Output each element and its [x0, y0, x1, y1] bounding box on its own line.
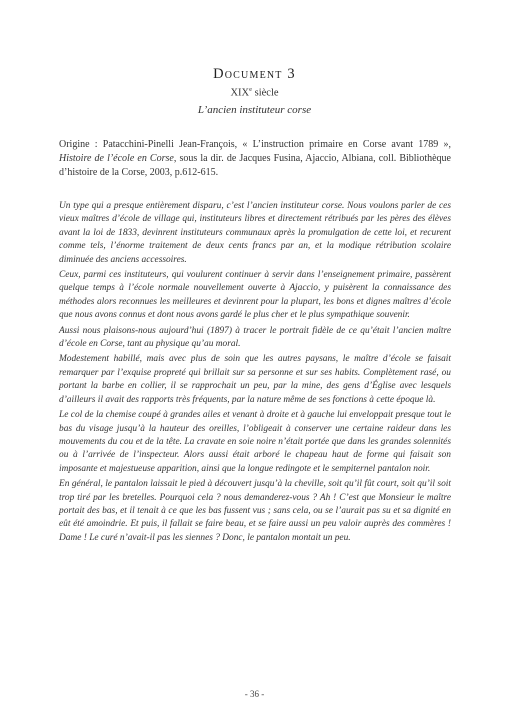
paragraph: En général, le pantalon laissait le pied à découvert jusqu’à la cheville, soit qu’il fût court, soit qu’il soit trop tiré par les bretelles. Pourquoi cela ? nous demanderez-vous ? Ah ! C’est que Monsieur le maître portait des bas, et il tenait à ce que les bas fussent vus ; sans cela, ou se l’aurait pas su et sa dignité en eût été amoindrie. Et puis, il fallait se faire beau, et se faire aussi un peu valoir auprès des commères ! Dame ! Le curé n’avait-il pas les siennes ? Donc, le pantalon montait un peu.: [59, 479, 451, 543]
paragraph: Le col de la chemise coupé à grandes ailes et venant à droite et à gauche lui enveloppait presque tout le bas du visage jusqu’à la hauteur des oreilles, l’obligeait à conserver une certaine raideur dans les mouvements du cou et de la tête. La cravate en soie noire n’était portée que dans les grandes solennités ou à l’arrivée de l’inspecteur. Alors aussi était arboré le chapeau haut de forme qui faisait son imposante et majestueuse apparition, ainsi que la longue redingote et le sempiternel pantalon noir.: [59, 410, 451, 474]
body-text: [59, 200, 451, 547]
origin-reference: [59, 138, 451, 180]
paragraph: Modestement habillé, mais avec plus de soin que les autres paysans, le maître d’école se faisait remarquer par l’exquise propreté qui brillait sur sa personne et sur ses habits. Complètement rasé, ou portant la barbe en collier, il se rapprochait un peu, par la mine, des gens d’Église avec lesquels d’ailleurs il avait des rapports très fréquents, par la nature même de ses fonctions à cette époque là.: [59, 354, 451, 405]
origin-text-part1: Origine : Patacchini-Pinelli Jean-François, « L’instruction primaire en Corse avant 1789 »,: [59, 139, 451, 150]
origin-book-title: Histoire de l’école en Corse: [59, 153, 174, 164]
century-superscript: e: [249, 86, 253, 93]
document-title: Document 3: [213, 66, 296, 82]
paragraph: Aussi nous plaisons-nous aujourd’hui (1897) à tracer le portrait fidèle de ce qu’était l’ancien maître d’école en Corse, tant au physique qu’au moral.: [59, 325, 451, 350]
paragraph: Un type qui a presque entièrement disparu, c’est l’ancien instituteur corse. Nous voulons parler de ces vieux maîtres d’école de village qui, instituteurs libres et directement rétribués par les pères des élèves avant la loi de 1833, devinrent instituteurs communaux après la promulgation de cette loi, et recurent comme tels, l’énorme traitement de deux cents francs par an, et la modique rétribution scolaire diminuée des anciens accessoires.: [59, 201, 451, 265]
paragraph: Ceux, parmi ces instituteurs, qui voulurent continuer à servir dans l’enseignement primaire, passèrent quelque temps à l’école normale nouvellement ouverte à Ajaccio, y puisèrent la connaissance des méthodes alors reconnues les meilleures et devinrent pour la plupart, les bons et dignes maîtres d’école que nous avons connus et dont nous avons gardé le plus cher et le plus sympathique souvenir.: [59, 270, 451, 321]
century-suffix: siècle: [252, 87, 279, 99]
origin-text-part2: , sous la dir. de Jacques Fusina, Ajaccio, Albiana, coll. Bibliothèque d’histoire de la Corse, 2003, p.612-615.: [59, 153, 451, 178]
page-number: - 36 -: [244, 689, 265, 699]
century-line: [0, 86, 509, 99]
century-numeral: XIX: [230, 87, 250, 99]
document-subtitle: L’ancien instituteur corse: [197, 104, 312, 116]
